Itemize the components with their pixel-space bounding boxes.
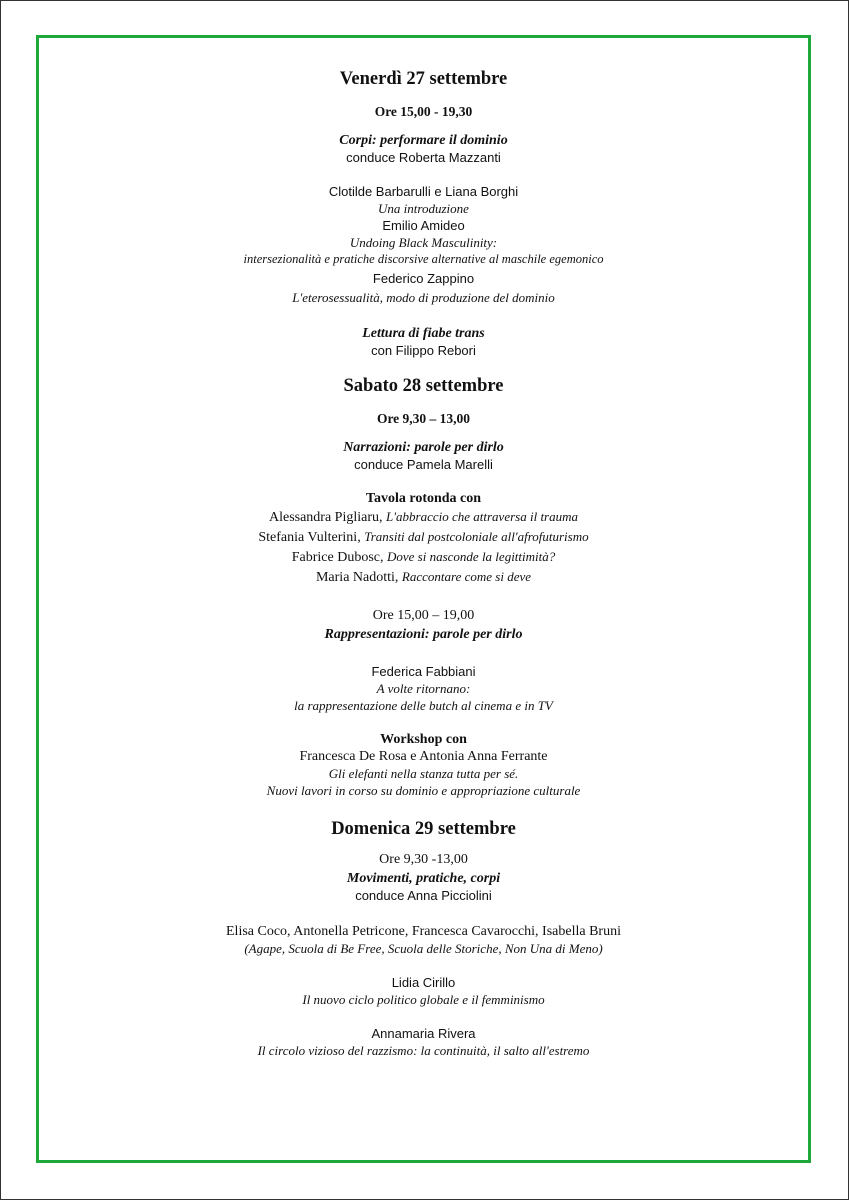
- program-content: [36, 35, 811, 1059]
- roundtable-talk: Raccontare come si deve: [401, 569, 532, 584]
- roundtable-name: Alessandra Pigliaru,: [268, 510, 387, 525]
- saturday-afternoon-time: Ore 15,00 – 19,00: [372, 608, 475, 623]
- friday-moderator: conduce Roberta Mazzanti: [346, 150, 501, 165]
- friday-speaker-3: Federico Zappino: [372, 271, 475, 286]
- workshop-line-2: Nuovi lavori in corso su dominio e appropriazione culturale: [266, 783, 581, 798]
- roundtable-entry: [36, 567, 811, 587]
- sunday-panel-orgs: (Agape, Scuola di Be Free, Scuola delle Storiche, Non Una di Meno): [244, 941, 603, 956]
- sunday-talk-2: Il nuovo ciclo politico globale e il femminismo: [302, 992, 545, 1007]
- saturday-speaker: Federica Fabbiani: [371, 664, 476, 679]
- saturday-afternoon-session: Rappresentazioni: parole per dirlo: [324, 627, 523, 642]
- sunday-panel-people: Elisa Coco, Antonella Petricone, Francesca Cavarocchi, Isabella Bruni: [226, 924, 621, 939]
- saturday-talk-line-1: A volte ritornano:: [376, 681, 471, 696]
- sunday-session-title: Movimenti, pratiche, corpi: [346, 871, 501, 886]
- friday-talk-3: L'eterosessualità, modo di produzione del dominio: [292, 290, 555, 305]
- friday-speaker-2: Emilio Amideo: [382, 218, 465, 233]
- sunday-speaker-3: Annamaria Rivera: [371, 1026, 476, 1041]
- roundtable-name: Maria Nadotti,: [315, 570, 402, 585]
- sunday-heading: Domenica 29 settembre: [331, 819, 516, 839]
- saturday-heading: Sabato 28 settembre: [343, 376, 504, 396]
- roundtable-talk: Transiti dal postcoloniale all'afrofuturismo: [364, 529, 589, 544]
- friday-talk-2-line-1: Undoing Black Masculinity:: [349, 235, 498, 250]
- roundtable-entry: [36, 507, 811, 527]
- saturday-talk-line-2: la rappresentazione delle butch al cinema e in TV: [294, 698, 553, 713]
- friday-reading-with: con Filippo Rebori: [371, 343, 476, 358]
- sunday-speaker-2: Lidia Cirillo: [391, 975, 456, 990]
- friday-talk-1: Una introduzione: [378, 201, 469, 216]
- friday-session-title: Corpi: performare il dominio: [339, 133, 508, 148]
- roundtable-entry: [36, 527, 811, 547]
- saturday-morning-session: Narrazioni: parole per dirlo: [343, 440, 504, 455]
- roundtable-talk: L'abbraccio che attraversa il trauma: [386, 509, 579, 524]
- friday-reading-title: Lettura di fiabe trans: [362, 326, 485, 341]
- roundtable-talk: Dove si nasconde la legittimità?: [387, 549, 556, 564]
- roundtable-name: Fabrice Dubosc,: [291, 550, 387, 565]
- saturday-morning-time: Ore 9,30 – 13,00: [376, 411, 471, 426]
- friday-speaker-1: Clotilde Barbarulli e Liana Borghi: [328, 184, 519, 199]
- workshop-title: Workshop con: [380, 732, 467, 747]
- roundtable-entry: [36, 547, 811, 567]
- roundtable-name: Stefania Vulterini,: [258, 530, 365, 545]
- sunday-talk-3: Il circolo vizioso del razzismo: la continuità, il salto all'estremo: [257, 1043, 590, 1058]
- sunday-time: Ore 9,30 -13,00: [379, 852, 468, 867]
- workshop-people: Francesca De Rosa e Antonia Anna Ferrante: [299, 749, 548, 764]
- workshop-line-1: Gli elefanti nella stanza tutta per sé.: [328, 766, 519, 781]
- friday-heading: Venerdì 27 settembre: [339, 69, 508, 89]
- saturday-morning-moderator: conduce Pamela Marelli: [354, 457, 493, 472]
- friday-talk-2-line-2: intersezionalità e pratiche discorsive alternative al maschile egemonico: [243, 252, 604, 266]
- sunday-moderator: conduce Anna Picciolini: [355, 888, 492, 903]
- roundtable-title: Tavola rotonda con: [365, 491, 482, 506]
- friday-time: Ore 15,00 - 19,30: [374, 104, 473, 119]
